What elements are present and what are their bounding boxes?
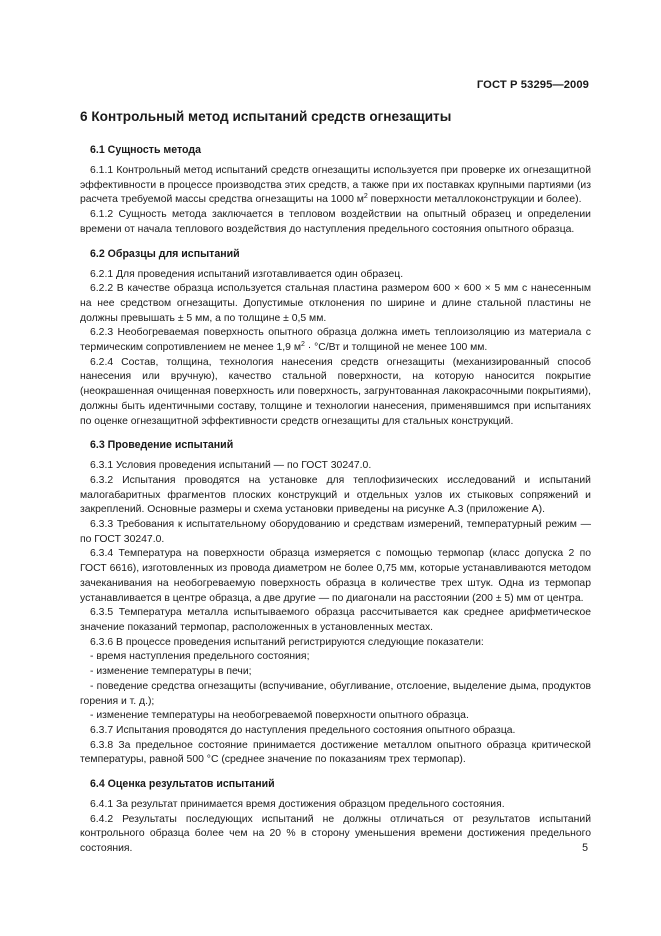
paragraph-6-2-4: 6.2.4 Состав, толщина, технология нанесения средств огнезащиты (механизированный способ нанесения или вручную), качество стальной поверхности, на которую наносится покрытие (неокрашенная очищенная поверхность или поверхность, загрунтованная лакокрасочными покрытиями), должны быть идентичными составу, толщине и технологии нанесения, применявшимся при испытаниях по оценке огнезащитной эффективности средств огнезащиты для стальных конструкций.: [80, 356, 591, 427]
paragraph-6-3-7: 6.3.7 Испытания проводятся до наступления предельного состояния опытного образца.: [90, 724, 516, 736]
paragraph-6-2-1: 6.2.1 Для проведения испытаний изготавливается один образец.: [90, 268, 404, 280]
paragraph-6-3-8: 6.3.8 За предельное состояние принимается достижение металлом опытного образца критической температуры, равной 500 °С (среднее значение по показаниям трех термопар).: [80, 739, 591, 766]
list-item: - поведение средства огнезащиты (вспучивание, обугливание, отслоение, выделение дыма, продуктов горения и т. д.);: [80, 680, 591, 707]
paragraph-6-2-2: 6.2.2 В качестве образца используется стальная пластина размером 600 × 600 × 5 мм с нанесенным на нее средством огнезащиты. Допустимые отклонения по ширине и длине стальной пластины не должны превышать ± 5 мм, а по толщине ± 0,5 мм.: [80, 283, 591, 324]
page-number: 5: [582, 842, 588, 854]
subsection-title-6-4: 6.4 Оценка результатов испытаний: [90, 778, 275, 791]
paragraph-6-4-1: 6.4.1 За результат принимается время достижения образцом предельного состояния.: [90, 799, 505, 811]
subsection-title-6-3: 6.3 Проведение испытаний: [90, 439, 234, 452]
paragraph-6-3-1: 6.3.1 Условия проведения испытаний — по ГОСТ 30247.0.: [90, 460, 372, 472]
paragraph-6-3-4: 6.3.4 Температура на поверхности образца измеряется с помощью термопар (класс допуска 2 по ГОСТ 6616), изготовленных из провода диаметром не более 0,75 мм, которые устанавливаются методом зачеканивания на необогреваемую поверхность образца в количестве трех штук. Одна из термопар устанавливается в центре образца, а две другие — по диагонали на расстоянии (200 ± 5) мм от центра.: [80, 548, 591, 604]
paragraph-6-1-2: 6.1.2 Сущность метода заключается в тепловом воздействии на опытный образец и определении времени от начала теплового воздействия до наступления предельного состояния опытного образца.: [80, 209, 591, 235]
paragraph-6-3-5: 6.3.5 Температура металла испытываемого образца рассчитывается как среднее арифметическое значение показаний термопар, расположенных в установленных местах.: [80, 607, 591, 633]
subsection-title-6-2: 6.2 Образцы для испытаний: [90, 247, 240, 260]
paragraph-6-2-3: 6.2.3 Необогреваемая поверхность опытного образца должна иметь теплоизоляцию из материала с термическим сопротивлением не менее 1,9 $м^2 \cdot ^\circ С/Вт$ и толщиной не менее 100 мм.: [80, 327, 591, 354]
list-item: - изменение температуры на необогреваемой поверхности опытного образца.: [90, 710, 469, 722]
section-title: 6 Контрольный метод испытаний средств огнезащиты: [80, 109, 452, 124]
page-content: [80, 108, 591, 857]
paragraph-6-1-1: 6.1.1 Контрольный метод испытаний средств огнезащиты используется при проверке их огнезащитной эффективности в процессе производства этих средств, а также при их поставках крупными партиями (из расчета требуемой массы средства огнезащиты на 1000 $м^2$ поверхности металлоконструкции и более).: [80, 165, 591, 206]
paragraph-6-3-2: 6.3.2 Испытания проводятся на установке для теплофизических исследований и испытаний малогабаритных фрагментов плоских конструкций и отдельных узлов их стыковых сопряжений и закреплений. Основные размеры и схема установки приведены на рисунке А.3 (приложение А).: [80, 474, 591, 516]
list-item: - время наступления предельного состояния;: [90, 651, 310, 663]
paragraph-6-3-3: 6.3.3 Требования к испытательному оборудованию и средствам измерений, температурный режим — по ГОСТ 30247.0.: [80, 519, 591, 545]
document-id: ГОСТ Р 53295—2009: [476, 79, 589, 91]
list-item: - изменение температуры в печи;: [90, 666, 252, 678]
subsection-title-6-1: 6.1 Сущность метода: [90, 144, 202, 156]
paragraph-6-3-6: 6.3.6 В процессе проведения испытаний регистрируются следующие показатели:: [90, 636, 484, 648]
paragraph-6-4-2: 6.4.2 Результаты последующих испытаний не должны отличаться от результатов испытаний контрольного образца более чем на 20 % в сторону уменьшения времени достижения предельного состояния.: [80, 813, 591, 855]
